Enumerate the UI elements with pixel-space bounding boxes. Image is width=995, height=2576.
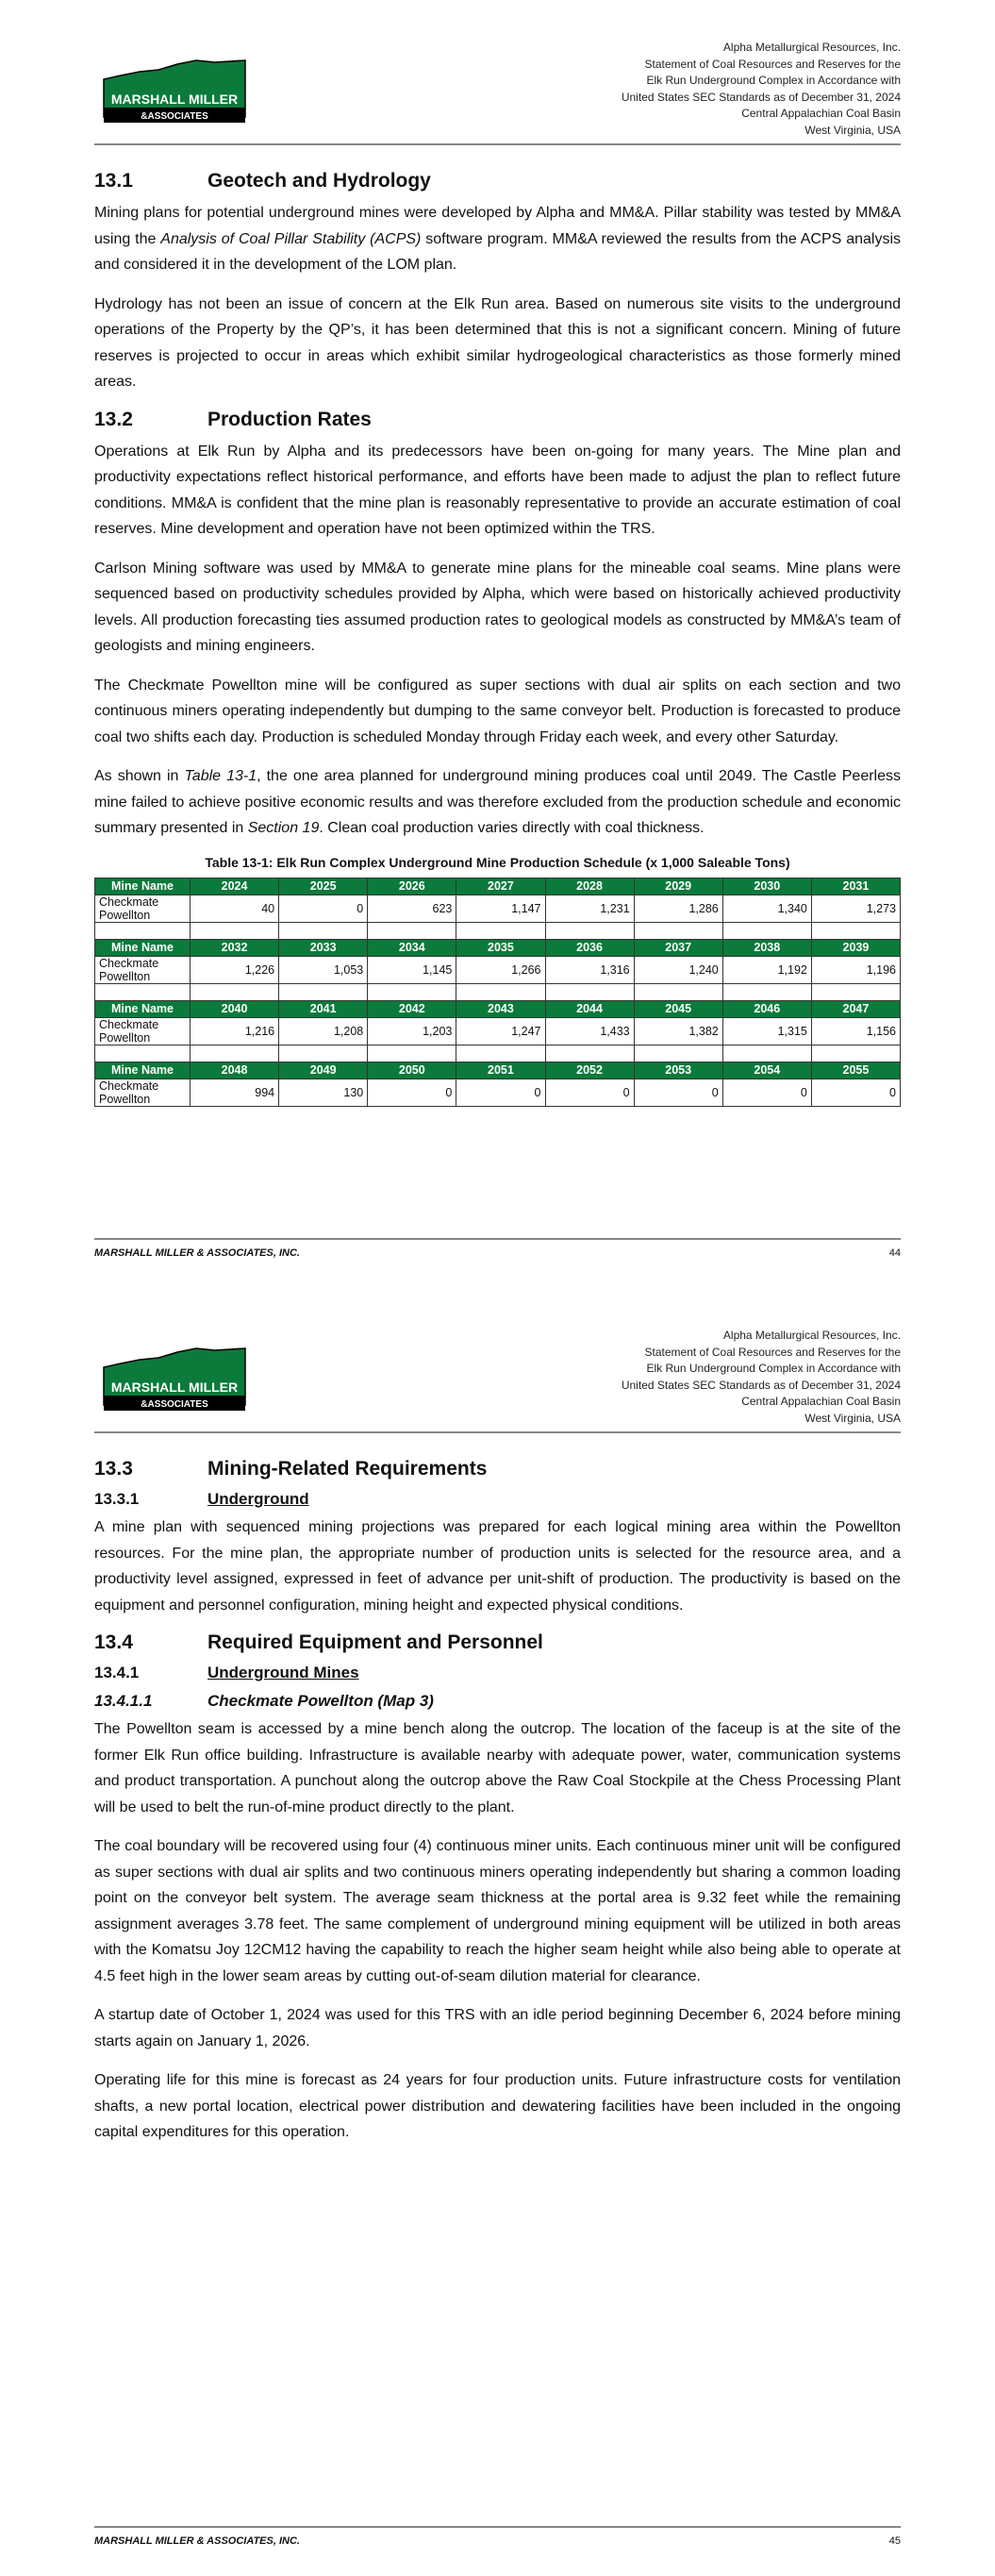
- page-number: 44: [888, 1247, 901, 1259]
- table-cell: 1,316: [545, 956, 634, 983]
- header-line: Statement of Coal Resources and Reserves for the: [644, 57, 901, 71]
- table-cell: 1,147: [456, 895, 545, 922]
- spacer-row: [95, 983, 901, 1000]
- table-cell: Checkmate Powellton: [95, 1017, 191, 1045]
- header-text: [622, 40, 901, 139]
- table-caption: Table 13-1: Elk Run Complex Underground Mine Production Schedule (x 1,000 Saleable Tons): [205, 854, 790, 870]
- header-line: Alpha Metallurgical Resources, Inc.: [722, 41, 901, 54]
- header-line: Elk Run Underground Complex in Accordance with: [646, 74, 901, 87]
- table-header-cell: 2038: [722, 939, 811, 956]
- spacer-row: [95, 1045, 901, 1062]
- table-cell: 1,247: [456, 1017, 545, 1045]
- section-heading: 13.3 Mining-Related Requirements: [94, 1458, 488, 1480]
- table-cell: 0: [279, 895, 368, 922]
- paragraph: Mining plans for potential underground mines were developed by Alpha and MM&A. Pillar stability was tested by MM&A using the Analysis of Coal Pillar Stability (ACPS) software program. MM&A reviewed the results from the ACPS analysis and considered it in the development of the LOM plan.: [94, 205, 902, 273]
- table-header-cell: 2045: [634, 1000, 722, 1017]
- company-logo: [102, 1347, 249, 1413]
- table-header-cell: 2046: [722, 1000, 811, 1017]
- table-header-cell: Mine Name: [95, 1000, 191, 1017]
- table-cell: 0: [722, 1079, 811, 1106]
- table-header-cell: 2053: [634, 1062, 722, 1079]
- table-cell: [191, 983, 279, 1000]
- table-header-cell: 2037: [634, 939, 722, 956]
- table-cell: 623: [368, 895, 456, 922]
- table-cell: [545, 922, 634, 939]
- footer-company: MARSHALL MILLER & ASSOCIATES, INC.: [94, 1247, 300, 1259]
- paragraph: Operating life for this mine is forecast as 24 years for four production units. Future infrastructure costs for ventilation shafts, a new portal location, electrical power distribution and dewatering facilities have been included in the ongoing capital expenditures for this operation.: [94, 2072, 901, 2140]
- table-header-cell: 2029: [634, 878, 722, 895]
- table-header-row: [95, 1062, 901, 1079]
- table-cell: [456, 983, 545, 1000]
- table-cell: [456, 922, 545, 939]
- table-header-cell: 2051: [456, 1062, 545, 1079]
- table-header-cell: 2031: [811, 878, 900, 895]
- table-cell: [811, 983, 900, 1000]
- table-cell: 1,315: [722, 1017, 811, 1045]
- header-line: Alpha Metallurgical Resources, Inc.: [722, 1329, 901, 1342]
- table-cell: [456, 1045, 545, 1062]
- table-cell: [279, 983, 368, 1000]
- table-header-cell: 2055: [811, 1062, 900, 1079]
- page-content: [94, 1448, 901, 2159]
- table-cell: 1,226: [191, 956, 279, 983]
- table-cell: [811, 1045, 900, 1062]
- table-cell: [368, 922, 456, 939]
- table-cell: 1,240: [634, 956, 722, 983]
- table-cell: 1,208: [279, 1017, 368, 1045]
- table-cell: [191, 922, 279, 939]
- table-cell: [811, 922, 900, 939]
- paragraph: The Powellton seam is accessed by a mine bench along the outcrop. The location of the faceup is at the site of the former Elk Run office building. Infrastructure is available nearby with adequate power, water, communication systems and product transportation. A punchout along the outcrop above the Raw Coal Stockpile at the Chess Processing Plant will be used to belt the run-of-mine product directly to the plant.: [94, 1721, 901, 1815]
- table-header-cell: Mine Name: [95, 939, 191, 956]
- spacer-row: [95, 922, 901, 939]
- paragraph: The Checkmate Powellton mine will be configured as super sections with dual air splits on each section and two continuous miners operating independently but dumping to the same conveyor belt. Production is forecasted to produce coal two shifts each day. Production is scheduled Monday through Friday each week, and every other Saturday.: [94, 677, 901, 745]
- page-footer: [94, 1238, 901, 1259]
- table-cell: [634, 1045, 722, 1062]
- page-number: 45: [888, 2535, 901, 2547]
- header-line: Elk Run Underground Complex in Accordance with: [646, 1362, 901, 1375]
- table-cell: 1,145: [368, 956, 456, 983]
- page-content: [94, 160, 901, 1107]
- table-header-cell: 2035: [456, 939, 545, 956]
- table-header-row: [95, 939, 901, 956]
- table-cell: 0: [811, 1079, 900, 1106]
- table-cell: [95, 922, 191, 939]
- table-row: [95, 1017, 901, 1045]
- header-line: United States SEC Standards as of December 31, 2024: [621, 90, 901, 104]
- paragraph: Hydrology has not been an issue of concern at the Elk Run area. Based on numerous site visits to the underground operations of the Property by the QP’s, it has been determined that this is not a significant concern. Mining of future reserves is projected to occur in areas which exhibit similar hydrogeological characteristics as those formerly mined areas.: [94, 295, 901, 390]
- table-row: [95, 1079, 901, 1106]
- table-header-cell: 2042: [368, 1000, 456, 1017]
- table-header-cell: 2047: [811, 1000, 900, 1017]
- company-logo: [102, 59, 249, 125]
- table-header-cell: 2048: [191, 1062, 279, 1079]
- table-header-cell: 2024: [191, 878, 279, 895]
- table-cell: 1,216: [191, 1017, 279, 1045]
- table-cell: 1,196: [811, 956, 900, 983]
- table-header-row: [95, 1000, 901, 1017]
- table-cell: 1,156: [811, 1017, 900, 1045]
- svg-text:&ASSOCIATES: &ASSOCIATES: [141, 111, 208, 122]
- table-cell: Checkmate Powellton: [95, 895, 191, 922]
- table-cell: Checkmate Powellton: [95, 1079, 191, 1106]
- paragraph: A startup date of October 1, 2024 was used for this TRS with an idle period beginning December 6, 2024 before mining starts again on January 1, 2026.: [94, 2007, 901, 2049]
- table-row: [95, 895, 901, 922]
- table-header-cell: 2040: [191, 1000, 279, 1017]
- table-cell: 0: [545, 1079, 634, 1106]
- section-heading: 13.1 Geotech and Hydrology: [94, 170, 431, 192]
- paragraph: A mine plan with sequenced mining projections was prepared for each logical mining area within the Powellton resources. For the mine plan, the appropriate number of production units is selected for the resource area, and a productivity level assigned, expressed in feet of advance per unit-shift of production. The productivity is based on the equipment and personnel configuration, mining height and expected physical conditions.: [94, 1519, 901, 1614]
- table-header-cell: 2033: [279, 939, 368, 956]
- table-cell: 1,231: [545, 895, 634, 922]
- table-header-cell: Mine Name: [95, 1062, 191, 1079]
- page-header: [94, 19, 901, 137]
- section-heading: 13.2 Production Rates: [94, 408, 372, 430]
- page-footer: [94, 2526, 901, 2547]
- paragraph: As shown in Table 13-1, the one area planned for underground mining produces coal until 2049. The Castle Peerless mine failed to achieve positive economic results and was therefore excluded from the production schedule and economic summary presented in Section 19. Clean coal production varies directly with coal thickness.: [94, 768, 902, 836]
- svg-text:MARSHALL MILLER: MARSHALL MILLER: [110, 92, 239, 107]
- paragraph: Operations at Elk Run by Alpha and its predecessors have been on-going for many years. The Mine plan and productivity expectations reflect historical performance, and efforts have been made to adjust the plan to reflect future conditions. MM&A is confident that the mine plan is reasonably representative to provide an accurate estimation of coal reserves. Mine development and operation have not been optimized within the TRS.: [94, 443, 901, 537]
- subsection-heading: 13.4.1 Underground Mines: [94, 1664, 359, 1681]
- header-divider: [94, 1431, 901, 1433]
- table-cell: 40: [191, 895, 279, 922]
- table-cell: Checkmate Powellton: [95, 956, 191, 983]
- table-header-cell: 2034: [368, 939, 456, 956]
- table-cell: 994: [191, 1079, 279, 1106]
- header-divider: [94, 143, 901, 145]
- header-line: United States SEC Standards as of December 31, 2024: [621, 1378, 901, 1392]
- table-header-cell: 2032: [191, 939, 279, 956]
- table-cell: [279, 922, 368, 939]
- subsubsection-heading: 13.4.1.1 Checkmate Powellton (Map 3): [94, 1692, 434, 1710]
- table-cell: [722, 922, 811, 939]
- table-header-cell: 2030: [722, 878, 811, 895]
- header-line: Statement of Coal Resources and Reserves for the: [644, 1345, 901, 1359]
- table-cell: 1,053: [279, 956, 368, 983]
- table-header-cell: 2052: [545, 1062, 634, 1079]
- section-heading: 13.4 Required Equipment and Personnel: [94, 1631, 543, 1653]
- table-header-cell: Mine Name: [95, 878, 191, 895]
- table-header-cell: 2026: [368, 878, 456, 895]
- header-text: [622, 1328, 901, 1427]
- paragraph: Carlson Mining software was used by MM&A to generate mine plans for the mineable coal seams. Mine plans were sequenced based on productivity schedules provided by Alpha, which were based on historically achieved productivity levels. All production forecasting ties assumed production rates to geological models as constructed by MM&A’s team of geologists and mining engineers.: [94, 560, 901, 654]
- table-header-row: [95, 878, 901, 895]
- table-cell: [634, 922, 722, 939]
- table-cell: [95, 983, 191, 1000]
- table-cell: 1,203: [368, 1017, 456, 1045]
- table-cell: 1,266: [456, 956, 545, 983]
- table-cell: [722, 983, 811, 1000]
- table-cell: [191, 1045, 279, 1062]
- table-header-cell: 2043: [456, 1000, 545, 1017]
- table-cell: 1,433: [545, 1017, 634, 1045]
- table-cell: 1,192: [722, 956, 811, 983]
- table-cell: [279, 1045, 368, 1062]
- table-cell: 1,286: [634, 895, 722, 922]
- subsection-heading: 13.3.1 Underground: [94, 1490, 309, 1508]
- table-cell: 1,273: [811, 895, 900, 922]
- paragraph: The coal boundary will be recovered using four (4) continuous miner units. Each continuous miner unit will be configured as super sections with dual air splits and two continuous miners operating independently but sharing a common loading point on the conveyor belt system. The average seam thickness at the portal area is 9.32 feet while the remaining assignment averages 3.78 feet. The same complement of underground mining equipment will be utilized in both areas with the Komatsu Joy 12CM12 having the capability to reach the higher seam height while also being able to operate at 4.5 feet high in the lower seam areas by cutting out-of-seam dilution material for clearance.: [94, 1838, 901, 1984]
- table-cell: 1,382: [634, 1017, 722, 1045]
- table-cell: [368, 1045, 456, 1062]
- table-cell: [545, 1045, 634, 1062]
- header-line: West Virginia, USA: [804, 1411, 901, 1425]
- table-header-cell: 2041: [279, 1000, 368, 1017]
- header-line: Central Appalachian Coal Basin: [741, 107, 901, 120]
- table-cell: 0: [368, 1079, 456, 1106]
- page-45: [0, 1288, 995, 2576]
- table-cell: [95, 1045, 191, 1062]
- table-header-cell: 2027: [456, 878, 545, 895]
- header-line: Central Appalachian Coal Basin: [741, 1395, 901, 1408]
- table-cell: [722, 1045, 811, 1062]
- table-cell: 0: [634, 1079, 722, 1106]
- table-header-cell: 2049: [279, 1062, 368, 1079]
- table-header-cell: 2044: [545, 1000, 634, 1017]
- table-cell: [634, 983, 722, 1000]
- table-cell: [368, 983, 456, 1000]
- header-line: West Virginia, USA: [804, 123, 901, 137]
- table-cell: 0: [456, 1079, 545, 1106]
- table-header-cell: 2036: [545, 939, 634, 956]
- svg-text:&ASSOCIATES: &ASSOCIATES: [141, 1399, 208, 1410]
- table-cell: 1,340: [722, 895, 811, 922]
- page-header: [94, 1307, 901, 1425]
- table-row: [95, 956, 901, 983]
- table-header-cell: 2054: [722, 1062, 811, 1079]
- footer-company: MARSHALL MILLER & ASSOCIATES, INC.: [94, 2535, 300, 2547]
- table-cell: 130: [279, 1079, 368, 1106]
- svg-text:MARSHALL MILLER: MARSHALL MILLER: [110, 1380, 239, 1395]
- table-header-cell: 2050: [368, 1062, 456, 1079]
- table-header-cell: 2039: [811, 939, 900, 956]
- production-schedule-table: [94, 878, 901, 1107]
- table-cell: [545, 983, 634, 1000]
- table-header-cell: 2028: [545, 878, 634, 895]
- table-header-cell: 2025: [279, 878, 368, 895]
